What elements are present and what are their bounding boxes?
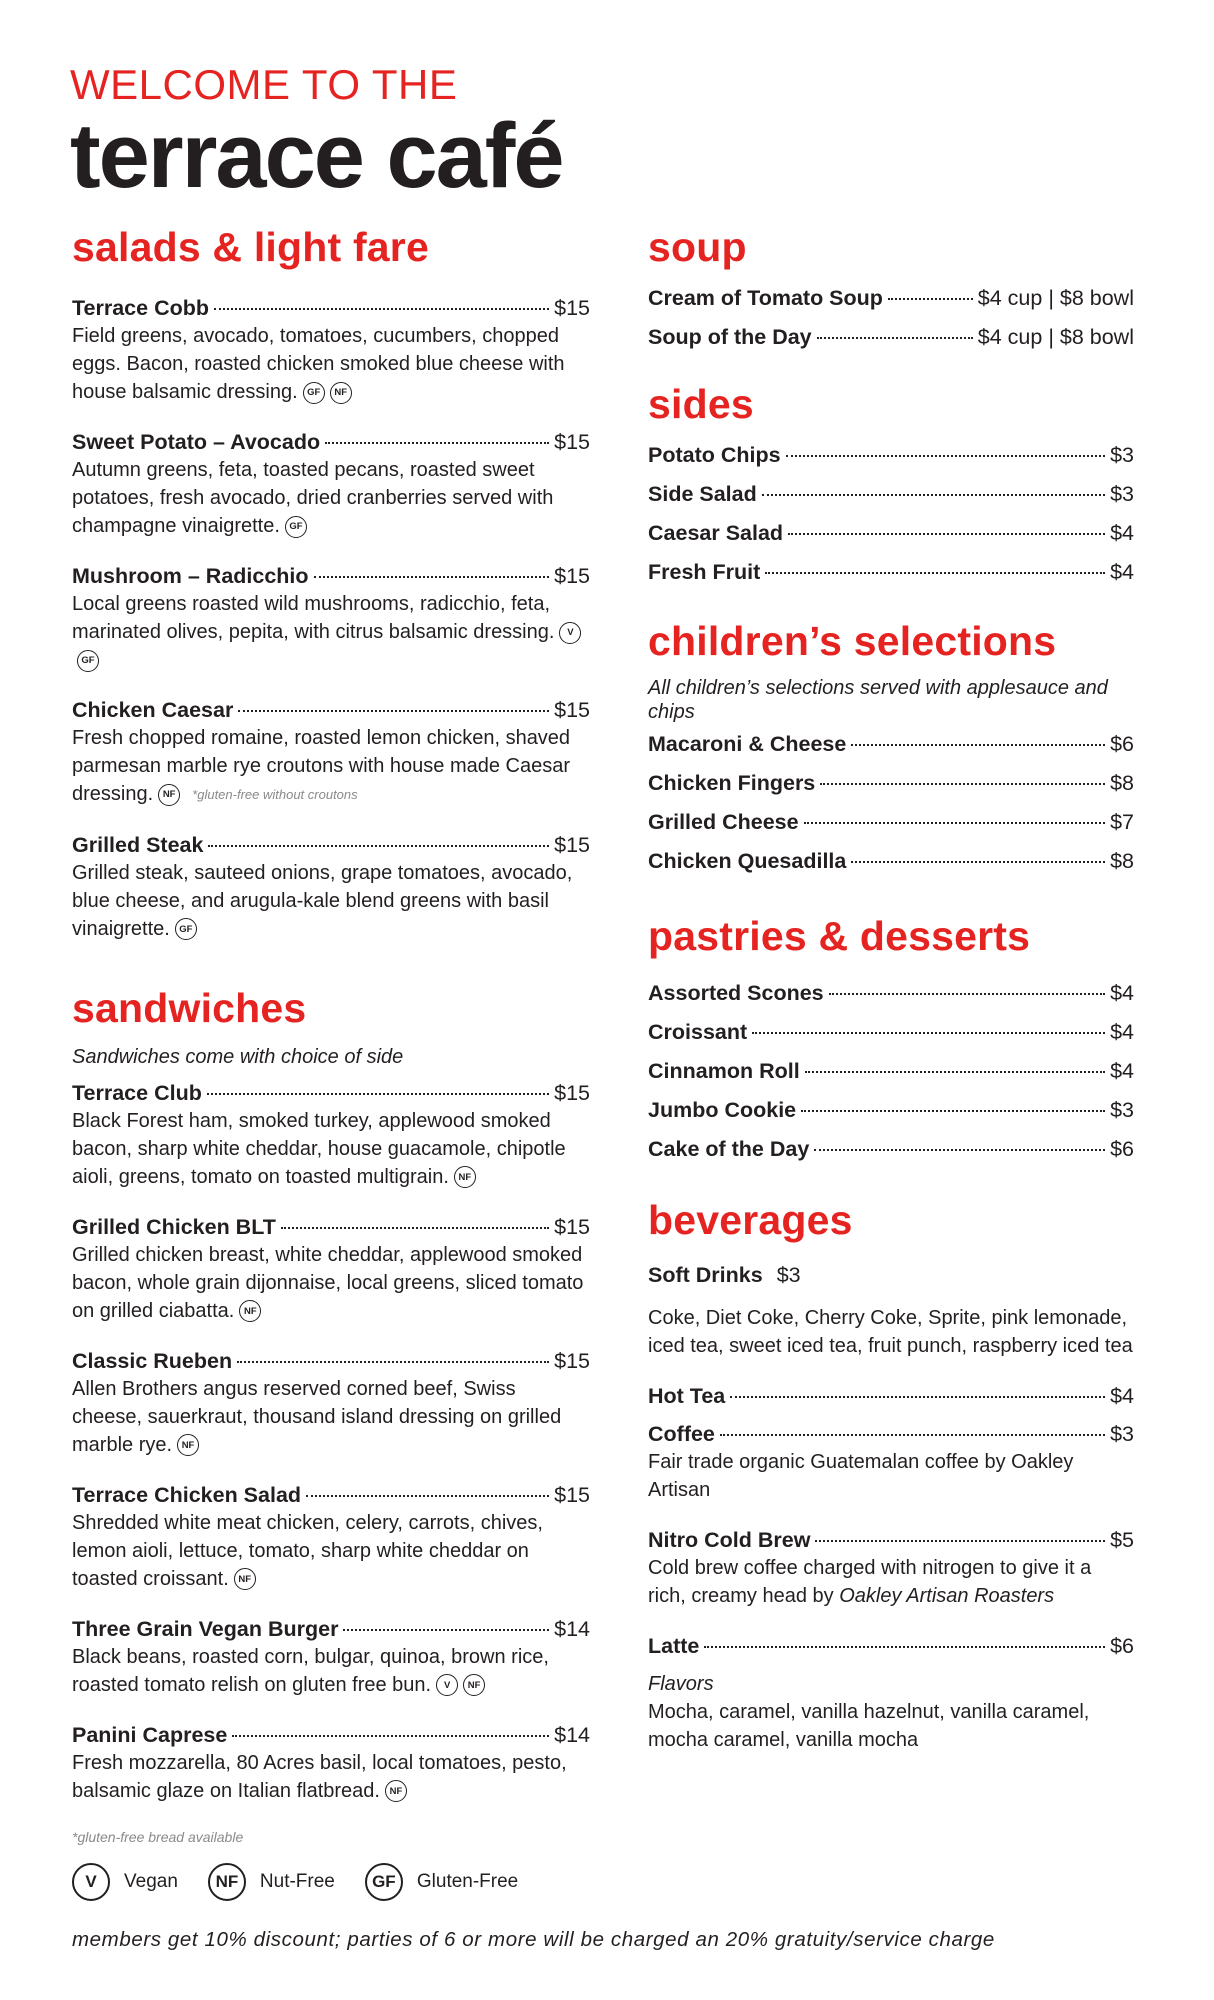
item-name: Jumbo Cookie [648,1098,797,1122]
beverages-title: beverages [648,1197,853,1243]
item-name: Cake of the Day [648,1137,810,1161]
legend-nut-free [208,1863,335,1901]
item-price: $4 [1110,1384,1134,1408]
item-name: Mushroom – Radicchio [72,564,309,588]
menu-item-potato-chips [648,441,1134,469]
item-price: $15 [554,430,590,454]
legend-label: Gluten-Free [416,1870,519,1892]
nut-free-icon: NF [177,1434,199,1456]
sandwiches-note: Sandwiches come with choice of side [72,1045,404,1068]
item-price: $4 [1110,1059,1134,1083]
childrens-selections-title: children’s selections [648,618,1057,664]
sandwiches-title: sandwiches [72,984,307,1031]
nut-free-icon: NF [239,1300,261,1322]
item-description: Grilled chicken breast, white cheddar, applewood smoked bacon, whole grain dijonnaise, local greens, sliced tomato on grilled ciabatta. [72,1243,584,1322]
discount-note: members get 10% discount; parties of 6 or more will be charged an 20% gratuity/service charge [72,1928,995,1951]
menu-item-chicken-caesar [72,696,590,809]
item-price: $15 [554,564,590,588]
gluten-free-bread-note: *gluten-free bread available [72,1828,244,1845]
menu-item-nitro-cold-brew [648,1526,1134,1610]
menu-item-sweet-potato-avocado [72,428,590,540]
nut-free-icon: NF [463,1674,485,1696]
item-price: $4 [1110,1020,1134,1044]
soft-drinks-list: Coke, Diet Coke, Cherry Coke, Sprite, pink lemonade, iced tea, sweet iced tea, fruit punch, raspberry iced tea [648,1307,1133,1357]
flavors-list: Mocha, caramel, vanilla hazelnut, vanilla caramel, mocha caramel, vanilla mocha [648,1701,1090,1751]
item-price: $4 [1110,560,1134,584]
item-name: Classic Rueben [72,1348,233,1373]
item-name: Terrace Club [72,1080,202,1105]
nut-free-icon: NF [330,382,352,404]
menu-item-latte [648,1632,1134,1754]
legend-vegan [72,1863,178,1901]
item-price: $4 cup | $8 bowl [977,286,1134,310]
item-name: Terrace Cobb [72,296,209,320]
dietary-legend [72,1863,590,1901]
menu-item-cream-of-tomato-soup [648,284,1134,312]
left-column [72,222,590,1901]
menu-item-coffee [648,1420,1134,1504]
item-description: Cold brew coffee charged with nitrogen to give it a rich, creamy head by [648,1557,1092,1607]
item-price: $6 [1110,1634,1134,1658]
vegan-icon: V [72,1863,110,1901]
menu-item-assorted-scones [648,979,1134,1007]
gluten-free-note: *gluten-free without croutons [192,786,358,802]
menu-item-soft-drinks [648,1263,1134,1288]
item-name: Chicken Fingers [648,771,816,795]
item-price: $15 [554,1214,590,1239]
menu-item-grilled-cheese [648,808,1134,836]
menu-item-hot-tea [648,1382,1134,1410]
menu-item-chicken-fingers [648,769,1134,797]
item-description: Grilled steak, sauteed onions, grape tomatoes, avocado, blue cheese, and arugula-kale blend greens with basil vinaigrette. [72,861,573,940]
roaster-name: Oakley Artisan Roasters [839,1585,1055,1607]
item-price: $15 [554,1080,590,1105]
item-name: Macaroni & Cheese [648,732,847,756]
item-description: Black beans, roasted corn, bulgar, quinoa, brown rice, roasted tomato relish on gluten free bun. [72,1645,549,1696]
menu-item-terrace-club [72,1079,590,1191]
item-name: Sweet Potato – Avocado [72,430,321,454]
cafe-name: terrace café [70,105,563,207]
item-price: $15 [554,832,590,857]
legend-label: Vegan [124,1870,178,1892]
menu-item-cake-of-the-day [648,1135,1134,1163]
item-description: Shredded white meat chicken, celery, carrots, chives, lemon aioli, lettuce, tomato, sharp white cheddar on toasted croissant. [72,1511,543,1590]
item-description: Local greens roasted wild mushrooms, radicchio, feta, marinated olives, pepita, with citrus balsamic dressing. [72,593,555,643]
childrens-note: All children’s selections served with applesauce and chips [648,677,1108,723]
menu-item-caesar-salad [648,519,1134,547]
item-name: Assorted Scones [648,981,824,1005]
item-price: $3 [776,1263,801,1287]
item-name: Fresh Fruit [648,560,761,584]
item-price: $3 [1110,443,1134,467]
item-price: $3 [1110,1422,1134,1446]
item-price: $6 [1110,732,1134,756]
item-price: $14 [554,1616,590,1641]
item-price: $4 [1110,981,1134,1005]
item-price: $4 [1110,521,1134,545]
item-price: $8 [1110,849,1134,873]
nut-free-icon: NF [454,1166,476,1188]
item-name: Soft Drinks [648,1263,763,1287]
item-name: Croissant [648,1020,748,1044]
item-name: Terrace Chicken Salad [72,1482,302,1507]
item-price: $15 [554,296,590,320]
gluten-free-icon: GF [365,1863,403,1901]
salads-title: salads & light fare [72,224,429,270]
legend-gluten-free [365,1863,518,1901]
item-description: Fair trade organic Guatemalan coffee by Oakley Artisan [648,1451,1074,1501]
item-price: $15 [554,698,590,722]
menu-item-panini-caprese [72,1721,590,1805]
menu-item-croissant [648,1018,1134,1046]
nut-free-icon: NF [234,1568,256,1590]
welcome-heading: WELCOME TO THE [70,61,458,108]
right-column [648,222,1134,1754]
legend-label: Nut-Free [259,1870,335,1892]
item-price: $3 [1110,482,1134,506]
menu-item-three-grain-vegan-burger [72,1615,590,1699]
pastries-desserts-title: pastries & desserts [648,913,1031,959]
item-name: Panini Caprese [72,1722,228,1747]
menu-item-chicken-quesadilla [648,847,1134,875]
menu-item-grilled-steak [72,831,590,943]
item-name: Soup of the Day [648,325,812,349]
item-name: Chicken Caesar [72,698,234,722]
menu-item-terrace-chicken-salad [72,1481,590,1593]
menu-item-mushroom-radicchio [72,562,590,674]
item-description: Field greens, avocado, tomatoes, cucumbers, chopped eggs. Bacon, roasted chicken smoked blue cheese with house balsamic dressing. [72,325,565,403]
sides-title: sides [648,381,754,427]
item-name: Side Salad [648,482,757,506]
menu-item-jumbo-cookie [648,1096,1134,1124]
item-name: Cream of Tomato Soup [648,286,883,310]
item-price: $15 [554,1348,590,1373]
item-price: $14 [554,1722,590,1747]
item-description: Black Forest ham, smoked turkey, applewood smoked bacon, sharp white cheddar, house guacamole, chipotle aioli, greens, tomato on toasted multigrain. [72,1109,566,1188]
nut-free-icon: NF [208,1863,246,1901]
item-price: $7 [1110,810,1134,834]
item-name: Grilled Cheese [648,810,799,834]
nut-free-icon: NF [385,1780,407,1802]
item-description: Fresh mozzarella, 80 Acres basil, local tomatoes, pesto, balsamic glaze on Italian flatbread. [72,1751,567,1802]
menu-item-fresh-fruit [648,558,1134,586]
item-price: $4 cup | $8 bowl [977,325,1134,349]
menu-item-grilled-chicken-blt [72,1213,590,1325]
menu-item-terrace-cobb [72,294,590,406]
menu-item-cinnamon-roll [648,1057,1134,1085]
item-name: Grilled Steak [72,832,204,857]
item-name: Three Grain Vegan Burger [72,1616,339,1641]
item-description: Fresh chopped romaine, roasted lemon chicken, shaved parmesan marble rye croutons with house made Caesar dressing. [72,727,571,805]
vegan-icon: V [436,1674,458,1696]
menu-item-side-salad [648,480,1134,508]
gluten-free-icon: GF [285,516,307,538]
gluten-free-icon: GF [303,382,325,404]
item-name: Cinnamon Roll [648,1059,800,1083]
item-description: Autumn greens, feta, toasted pecans, roasted sweet potatoes, fresh avocado, dried cranberries served with champagne vinaigrette. [72,459,554,537]
item-name: Hot Tea [648,1384,726,1408]
item-name: Caesar Salad [648,521,784,545]
menu-item-classic-rueben [72,1347,590,1459]
menu-item-macaroni-cheese [648,730,1134,758]
item-name: Grilled Chicken BLT [72,1214,276,1239]
item-name: Chicken Quesadilla [648,849,847,873]
item-name: Coffee [648,1422,715,1446]
menu-item-soup-of-the-day [648,323,1134,351]
nut-free-icon: NF [158,784,180,806]
item-price: $8 [1110,771,1134,795]
item-name: Potato Chips [648,443,781,467]
item-description: Allen Brothers angus reserved corned beef, Swiss cheese, sauerkraut, thousand island dressing on grilled marble rye. [72,1377,562,1456]
item-name: Nitro Cold Brew [648,1528,811,1552]
header [70,61,563,207]
item-price: $3 [1110,1098,1134,1122]
vegan-icon: V [559,622,581,644]
item-price: $6 [1110,1137,1134,1161]
item-price: $5 [1110,1528,1134,1552]
item-name: Latte [648,1634,700,1658]
soup-title: soup [648,224,747,270]
gluten-free-icon: GF [77,650,99,672]
item-price: $15 [554,1482,590,1507]
flavors-label: Flavors [648,1673,714,1695]
gluten-free-icon: GF [175,918,197,940]
